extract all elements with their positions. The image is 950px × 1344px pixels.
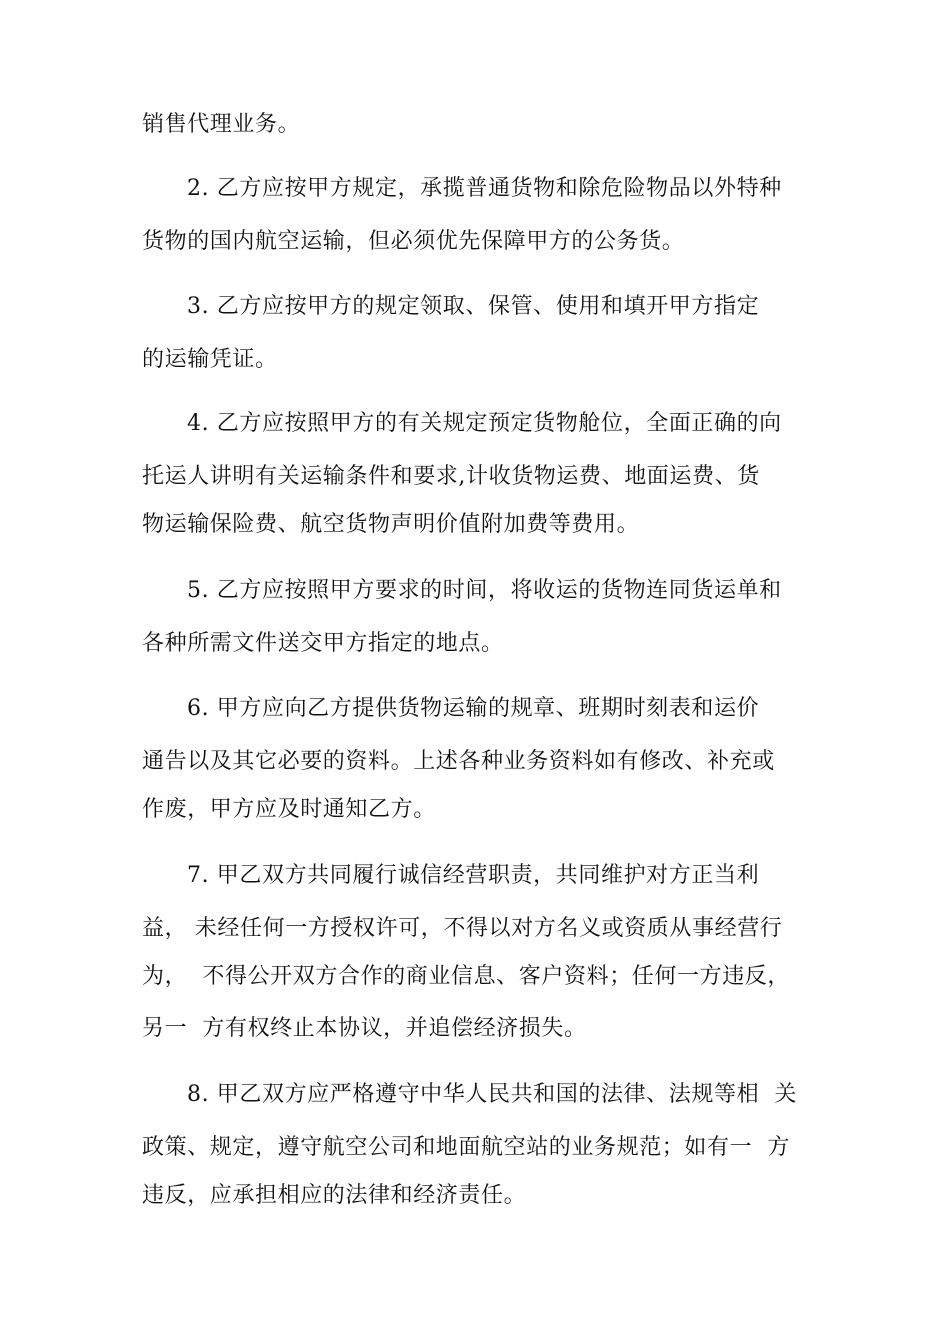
clause-7-line-3: 为， 不得公开双方合作的商业信息、客户资料；任何一方违反， xyxy=(142,964,790,989)
clause-3-line-1: 3. 乙方应按甲方的规定领取、保管、使用和填开甲方指定 xyxy=(187,294,760,319)
clause-6-line-1: 6. 甲方应向乙方提供货物运输的规章、班期时刻表和运价 xyxy=(187,696,760,721)
clause-5-line-1: 5. 乙方应按照甲方要求的时间，将收运的货物连同货运单和 xyxy=(187,578,782,603)
text-line: 销售代理业务。 xyxy=(142,112,301,137)
clause-7-line-4: 另一 方有权终止本协议，并追偿经济损失。 xyxy=(142,1016,587,1041)
clause-8-line-1: 8. 甲乙双方应严格遵守中华人民共和国的法律、法规等相 关 xyxy=(187,1082,797,1107)
clause-8-line-3: 违反，应承担相应的法律和经济责任。 xyxy=(142,1183,527,1208)
clause-8-line-2: 政策、规定，遵守航空公司和地面航空站的业务规范；如有一 方 xyxy=(142,1135,790,1160)
clause-6-line-2: 通告以及其它必要的资料。上述各种业务资料如有修改、补充或 xyxy=(142,749,775,774)
clause-7-line-2: 益， 未经任何一方授权许可，不得以对方名义或资质从事经营行 xyxy=(142,916,783,941)
clause-4-line-2: 托运人讲明有关运输条件和要求,计收货物运费、地面运费、货 xyxy=(142,464,760,489)
clause-3-line-2: 的运输凭证。 xyxy=(142,347,278,372)
clause-4-line-1: 4. 乙方应按照甲方的有关规定预定货物舱位，全面正确的向 xyxy=(187,411,782,436)
clause-2-line-2: 货物的国内航空运输，但必须优先保障甲方的公务货。 xyxy=(142,229,685,254)
clause-7-line-1: 7. 甲乙双方共同履行诚信经营职责，共同维护对方正当利 xyxy=(187,863,760,888)
clause-4-line-3: 物运输保险费、航空货物声明价值附加费等费用。 xyxy=(142,512,640,537)
clause-6-line-3: 作废，甲方应及时通知乙方。 xyxy=(142,797,436,822)
clause-5-line-2: 各种所需文件送交甲方指定的地点。 xyxy=(142,631,504,656)
clause-2-line-1: 2. 乙方应按甲方规定，承揽普通货物和除危险物品以外特种 xyxy=(187,176,782,201)
